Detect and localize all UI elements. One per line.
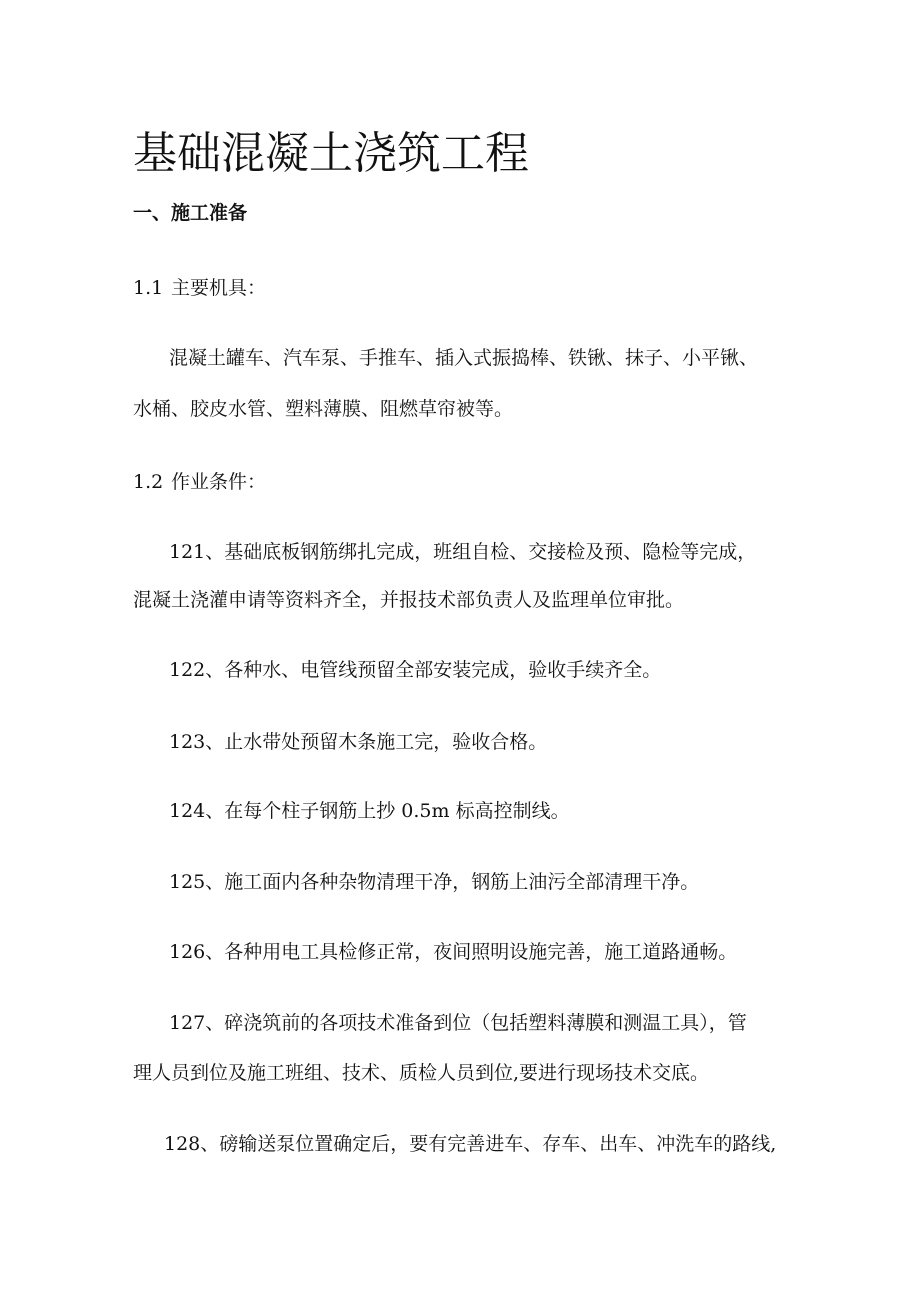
subsection-1-2-heading <box>133 468 266 496</box>
list-item-line: 124、在每个柱子钢筋上抄 0.5m 标高控制线。 <box>169 800 570 822</box>
list-item-line: 理人员到位及施工班组、技术、质检人员到位,要进行现场技术交底。 <box>133 1062 710 1084</box>
list-item-line: 126、各种用电工具检修正常，夜间照明设施完善，施工道路通畅。 <box>169 941 738 963</box>
subsection-number: 1.1 <box>133 277 164 299</box>
subsection-label: 主要机具： <box>171 277 267 299</box>
document-title: 基础混凝土浇筑工程 <box>133 128 529 179</box>
subsection-label: 作业条件： <box>171 471 267 493</box>
paragraph-line: 混凝土罐车、汽车泵、手推车、插入式振捣棒、铁锹、抹子、小平锹、 <box>169 347 759 369</box>
subsection-number: 1.2 <box>133 471 164 493</box>
list-item-line: 混凝土浇灌申请等资料齐全，并报技术部负责人及监理单位审批。 <box>133 589 685 611</box>
paragraph-line: 水桶、胶皮水管、塑料薄膜、阻燃草帘被等。 <box>133 398 514 420</box>
list-item-line: 125、施工面内各种杂物清理干净，钢筋上油污全部清理干净。 <box>169 871 700 893</box>
list-item-line: 127、碎浇筑前的各项技术准备到位（包括塑料薄膜和测温工具），管 <box>169 1012 747 1034</box>
list-item-line: 123、止水带处预留木条施工完，验收合格。 <box>169 731 548 753</box>
list-item-line: 122、各种水、电管线预留全部安装完成，验收手续齐全。 <box>169 659 662 681</box>
subsection-1-1-heading <box>133 274 266 302</box>
list-item-line: 121、基础底板钢筋绑扎完成，班组自检、交接检及预、隐检等完成， <box>169 541 757 563</box>
list-item-line: 128、磅输送泵位置确定后，要有完善进车、存车、出车、冲洗车的路线, <box>164 1133 777 1155</box>
section-heading: 一、施工准备 <box>133 202 248 224</box>
